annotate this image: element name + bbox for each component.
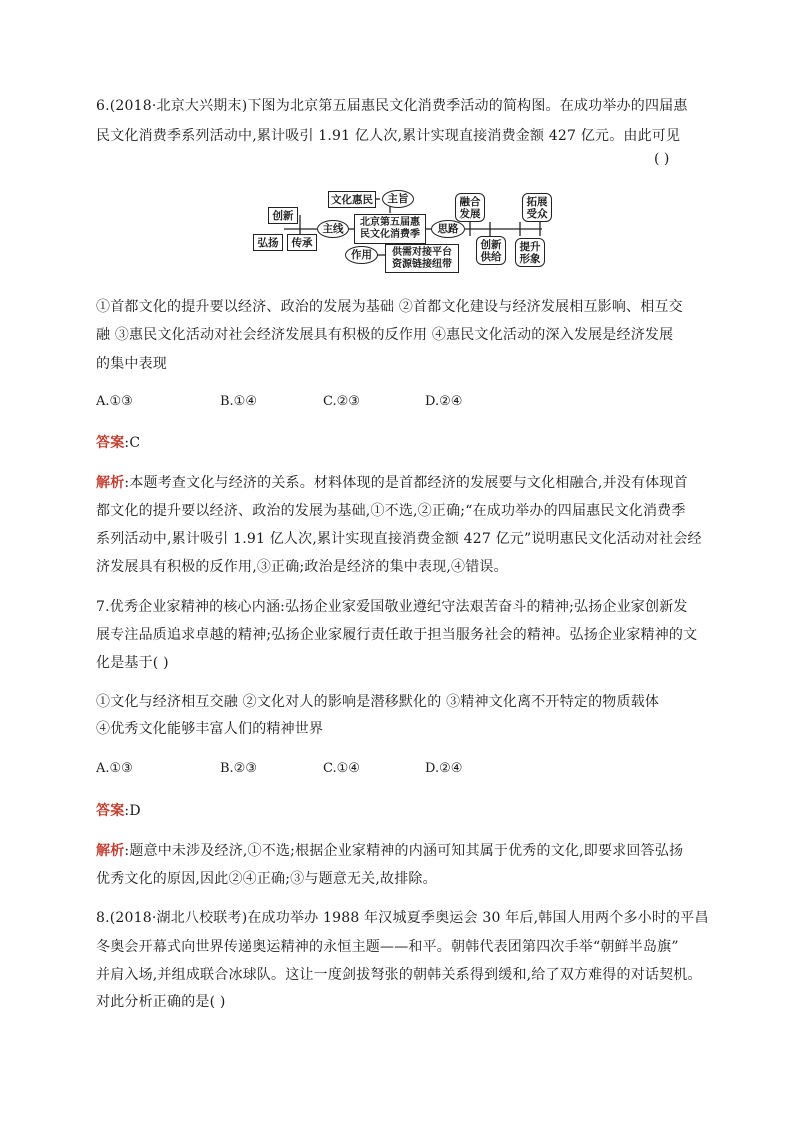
node-chuangxin-gongji: 创新供给 (476, 236, 506, 265)
q8-stem-line-1: 8.(2018·湖北八校联考)在成功举办 1988 年汉城夏季奥运会 30 年后,韩国人用两个多小时的平昌 (96, 910, 709, 926)
node-zuoyong: 作用 (345, 246, 378, 264)
q7-explanation-line-1 (96, 840, 683, 860)
q6-option-d: D.②④ (425, 394, 463, 409)
q8-stem-line-3: 并肩入场,并组成联合冰球队。这让一度剑拔弩张的朝韩关系得到缓和,给了双方难得的对话契机。 (96, 967, 702, 983)
answer-value: :C (124, 435, 141, 451)
q6-option-b: B.①④ (220, 394, 257, 409)
q6-statement-line-2: 融 ③惠民文化活动对社会经济发展具有积极的反作用 ④惠民文化活动的深入发展是经济发展 (96, 327, 674, 343)
q7-option-a: A.①③ (96, 761, 133, 776)
node-tisheng: 提升形象 (515, 238, 545, 267)
q6-explanation-line-2: 都文化的提升要以经济、政治的发展为基础,①不选,②正确;“在成功举办的四届惠民文化消费季 (96, 503, 686, 519)
explanation-label: 解析 (96, 475, 125, 491)
node-ronghe: 融合发展 (455, 193, 485, 222)
q8-stem-line-2: 冬奥会开幕式向世界传递奥运精神的永恒主题——和平。朝韩代表团第四次手举“朝鲜半岛旗” (96, 939, 679, 955)
node-chuangxin: 创新 (268, 207, 298, 224)
q7-stem-line-1: 7.优秀企业家精神的核心内涵:弘扬企业家爱国敬业遵纪守法艰苦奋斗的精神;弘扬企业家创新发 (96, 599, 688, 615)
q7-statement-line-1: ①文化与经济相互交融 ②文化对人的影响是潜移默化的 ③精神文化离不开特定的物质载体 (96, 694, 660, 710)
q6-explanation-line-4: 济发展具有积极的反作用,③正确;政治是经济的集中表现,④错误。 (96, 559, 508, 575)
node-center: 北京第五届惠民文化消费季 (354, 214, 426, 244)
q6-stem-line-1: 6.(2018·北京大兴期末)下图为北京第五届惠民文化消费季活动的简构图。在成功举办的四届惠 (96, 98, 688, 114)
answer-label: 答案 (96, 435, 125, 451)
q7-answer (96, 800, 141, 820)
answer-label: 答案 (96, 803, 125, 819)
q6-option-c: C.②③ (323, 394, 360, 409)
explanation-text: :本题考查文化与经济的关系。材料体现的是首都经济的发展要与文化相融合,并没有体现首 (124, 475, 688, 491)
q7-option-b: B.②③ (220, 761, 257, 776)
q7-explanation-line-2: 优秀文化的原因,因此②④正确;③与题意无关,故排除。 (96, 871, 437, 887)
explanation-label: 解析 (96, 843, 125, 859)
node-wenhuahuimin: 文化惠民 (328, 191, 376, 208)
q6-answer-bracket: ( ) (654, 151, 670, 167)
q7-option-c: C.①④ (323, 761, 360, 776)
q6-statement-line-1: ①首都文化的提升要以经济、政治的发展为基础 ②首都文化建设与经济发展相互影响、相互交 (96, 299, 683, 315)
q8-stem-line-4: 对此分析正确的是( ) (96, 994, 226, 1010)
node-zhuzhi: 主旨 (382, 190, 414, 208)
node-gongxu: 供需对接平台资源链接纽带 (385, 244, 459, 273)
q6-explanation-line-1 (96, 472, 688, 492)
q6-explanation-line-3: 系列活动中,累计吸引 1.91 亿人次,累计实现直接消费金额 427 亿元”说明惠民文化活动对社会经 (96, 531, 702, 547)
answer-value: :D (124, 803, 141, 819)
q7-option-d: D.②④ (425, 761, 463, 776)
q6-stem-line-2: 民文化消费季系列活动中,累计吸引 1.91 亿人次,累计实现直接消费金额 427 亿元。由此可见 (96, 128, 681, 144)
q6-statement-line-3: 的集中表现 (96, 356, 167, 372)
node-hongyang: 弘扬 (253, 234, 283, 251)
q7-stem-line-2: 展专注品质追求卓越的精神;弘扬企业家履行责任敢于担当服务社会的精神。弘扬企业家精神的文 (96, 627, 698, 643)
node-chuancheng: 传承 (287, 234, 317, 251)
q7-statement-line-2: ④优秀文化能够丰富人们的精神世界 (96, 721, 324, 737)
q6-answer (96, 432, 140, 452)
node-zhuxian: 主线 (317, 220, 349, 238)
node-tuozhan: 拓展受众 (522, 193, 552, 222)
explanation-text: :题意中未涉及经济,①不选;根据企业家精神的内涵可知其属于优秀的文化,即要求回答弘扬 (124, 843, 684, 859)
node-silu: 思路 (431, 220, 465, 238)
q7-stem-line-3: 化是基于( ) (96, 655, 169, 671)
q6-option-a: A.①③ (96, 394, 133, 409)
